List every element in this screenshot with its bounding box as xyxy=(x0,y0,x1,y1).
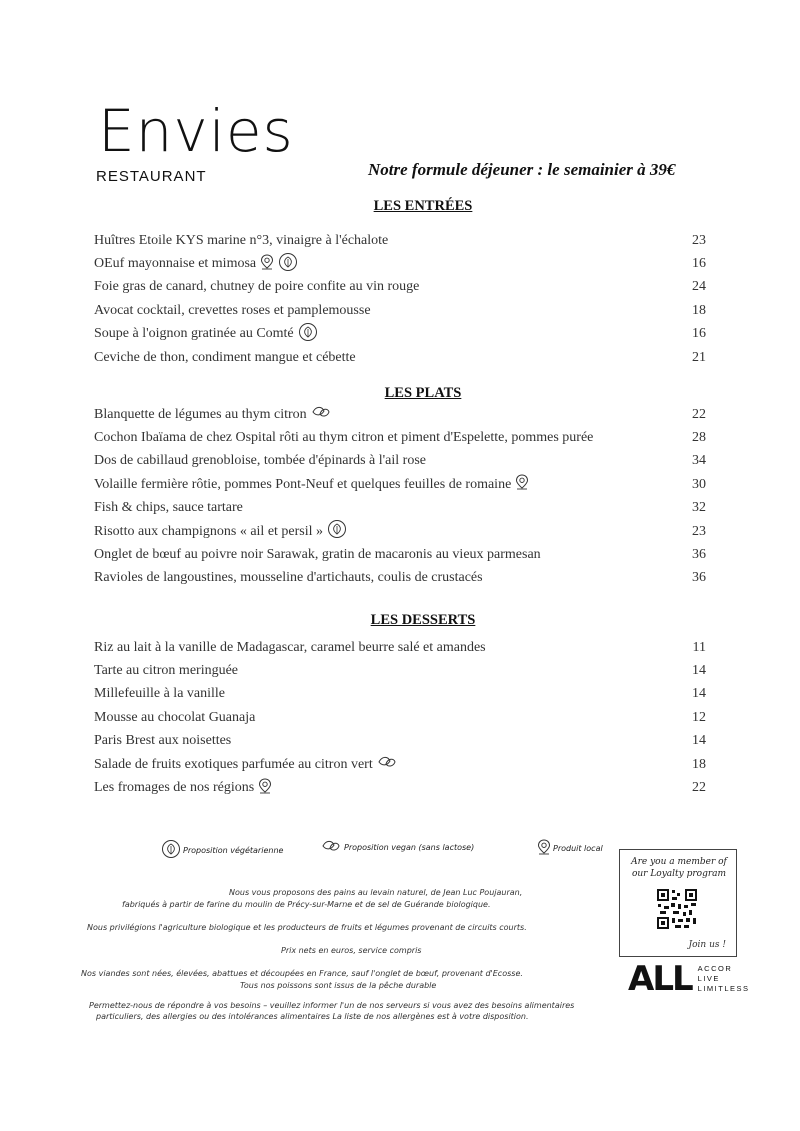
local-pin-icon xyxy=(537,839,551,857)
menu-item-name xyxy=(94,710,255,726)
menu-item-label: Risotto aux champignons « ail et persil » xyxy=(94,523,324,539)
menu-item-name xyxy=(94,430,593,446)
accor-logo xyxy=(628,959,750,999)
vegetarian-icon xyxy=(278,252,298,277)
legend-local-label: Produit local xyxy=(553,843,603,853)
menu-item-label: Salade de fruits exotiques parfumée au citron vert xyxy=(94,756,373,772)
menu-item-price: 22 xyxy=(692,406,706,422)
menu-item xyxy=(94,520,706,543)
menu-item xyxy=(94,252,706,275)
note-allergy-1: Permettez-nous de répondre à vos besoins – veuillez informer l'un de nos serveurs si vous avez des besoins alimentaires xyxy=(89,1001,575,1010)
menu-item-price: 14 xyxy=(692,686,706,702)
menu-item-price: 18 xyxy=(692,302,706,318)
menu-item-price: 24 xyxy=(692,279,706,295)
plats-list xyxy=(94,403,706,590)
menu-item xyxy=(94,659,706,682)
menu-item-label: Mousse au chocolat Guanaja xyxy=(94,709,256,725)
legend-local xyxy=(537,839,603,857)
menu-item-label: Volaille fermière rôtie, pommes Pont-Neuf et quelques feuilles de romaine xyxy=(94,476,512,492)
menu-item xyxy=(94,426,706,449)
menu-item-price: 14 xyxy=(692,733,706,749)
loyalty-line-1: Are you a member of xyxy=(631,857,727,867)
menu-item-name xyxy=(94,322,318,347)
menu-item-name xyxy=(94,519,347,544)
menu-item-name xyxy=(94,350,356,366)
local-pin-icon xyxy=(258,778,272,799)
menu-item-price: 18 xyxy=(692,756,706,772)
vegan-leaf-icon xyxy=(311,405,331,424)
loyalty-box xyxy=(619,849,737,957)
menu-item-price: 36 xyxy=(692,547,706,563)
legend-vegan xyxy=(321,839,474,855)
menu-item-name xyxy=(94,778,272,799)
menu-item-price: 14 xyxy=(692,663,706,679)
local-pin-icon xyxy=(260,254,274,275)
loyalty-heading xyxy=(626,856,732,880)
entrees-list xyxy=(94,229,706,369)
note-meat: Nos viandes sont nées, élevées, abattues et découpées en France, sauf l'onglet de bœuf, provenant d'Ecosse. xyxy=(81,969,523,978)
menu-item-name xyxy=(94,303,371,319)
menu-item-name xyxy=(94,640,486,656)
menu-item-label: Ravioles de langoustines, mousseline d'artichauts, coulis de crustacés xyxy=(94,570,483,586)
menu-item-price: 16 xyxy=(692,326,706,342)
restaurant-logo xyxy=(98,97,294,165)
menu-item-name xyxy=(94,570,483,586)
section-title-entrees: LES ENTRÉES xyxy=(373,198,473,214)
menu-item-name xyxy=(94,233,388,249)
menu-item-label: Riz au lait à la vanille de Madagascar, caramel beurre salé et amandes xyxy=(94,639,486,655)
vegetarian-icon xyxy=(298,322,318,347)
menu-item-label: Paris Brest aux noisettes xyxy=(94,733,232,749)
menu-item xyxy=(94,299,706,322)
menu-item-price: 28 xyxy=(692,430,706,446)
menu-item xyxy=(94,730,706,753)
accor-line-1: ACCOR xyxy=(697,964,733,973)
vegan-leaf-icon xyxy=(377,755,397,774)
menu-item-price: 23 xyxy=(692,232,706,248)
menu-item-name xyxy=(94,663,238,679)
loyalty-join: Join us ! xyxy=(688,940,726,950)
menu-item xyxy=(94,636,706,659)
menu-item-label: Fish & chips, sauce tartare xyxy=(94,500,243,516)
note-prices: Prix nets en euros, service compris xyxy=(281,946,422,955)
menu-item-label: Foie gras de canard, chutney de poire confite au vin rouge xyxy=(94,279,420,295)
menu-item-price: 36 xyxy=(692,570,706,586)
menu-item-label: Cochon Ibaïama de chez Ospital rôti au thym citron et piment d'Espelette, pommes purée xyxy=(94,430,594,446)
logo-subtitle: RESTAURANT xyxy=(96,168,207,185)
vegetarian-icon xyxy=(161,839,181,861)
menu-item-price: 22 xyxy=(692,780,706,796)
note-agriculture: Nous privilégions l'agriculture biologique et les producteurs de fruits et légumes provenant de circuits courts. xyxy=(87,923,527,932)
menu-item xyxy=(94,543,706,566)
accor-line-2: LIVE xyxy=(697,974,720,983)
qr-code-icon[interactable] xyxy=(656,888,698,930)
menu-item xyxy=(94,346,706,369)
vegan-leaf-icon xyxy=(321,839,341,855)
note-bread-1: Nous vous proposons des pains au levain naturel, de Jean Luc Poujauran, xyxy=(229,888,523,897)
loyalty-line-2: our Loyalty program xyxy=(631,869,727,879)
menu-item-name xyxy=(94,686,225,702)
desserts-list xyxy=(94,636,706,800)
menu-item-label: OEuf mayonnaise et mimosa xyxy=(94,256,257,272)
menu-item-price: 21 xyxy=(692,349,706,365)
lunch-formula: Notre formule déjeuner : le semainier à 39€ xyxy=(368,160,676,179)
menu-item-name xyxy=(94,547,541,563)
note-bread-2: fabriqués à partir de farine du moulin de Précy-sur-Marne et de sel de Guérande biologique. xyxy=(122,900,491,909)
menu-item xyxy=(94,567,706,590)
menu-item xyxy=(94,323,706,346)
menu-item xyxy=(94,497,706,520)
menu-item xyxy=(94,229,706,252)
menu-item-price: 11 xyxy=(692,639,706,655)
note-allergy-2: particuliers, des allergies ou des intolérances alimentaires La liste de nos allergènes est à votre disposition. xyxy=(96,1012,529,1021)
menu-item xyxy=(94,753,706,776)
menu-item xyxy=(94,776,706,799)
menu-item-price: 32 xyxy=(692,500,706,516)
menu-item-price: 12 xyxy=(692,709,706,725)
menu-item xyxy=(94,450,706,473)
accor-tagline xyxy=(698,964,750,994)
menu-item-label: Huîtres Etoile KYS marine n°3, vinaigre à l'échalote xyxy=(94,232,389,248)
menu-item xyxy=(94,706,706,729)
menu-item-label: Avocat cocktail, crevettes roses et pamplemousse xyxy=(94,302,371,318)
legend-vegetarian-label: Proposition végétarienne xyxy=(183,845,284,855)
menu-item-label: Millefeuille à la vanille xyxy=(94,686,226,702)
menu-item xyxy=(94,403,706,426)
menu-item-name xyxy=(94,500,243,516)
menu-item-name xyxy=(94,453,426,469)
menu-item-name xyxy=(94,733,231,749)
menu-item-name xyxy=(94,279,419,295)
legend-vegetarian xyxy=(161,839,283,861)
menu-item-name xyxy=(94,474,529,495)
menu-item-name xyxy=(94,405,331,424)
menu-item-price: 34 xyxy=(692,453,706,469)
section-title-desserts: LES DESSERTS xyxy=(370,612,476,628)
vegetarian-icon xyxy=(327,519,347,544)
menu-item-label: Dos de cabillaud grenobloise, tombée d'épinards à l'ail rose xyxy=(94,453,427,469)
menu-item-price: 23 xyxy=(692,523,706,539)
menu-item-price: 30 xyxy=(692,476,706,492)
local-pin-icon xyxy=(515,474,529,495)
menu-item xyxy=(94,683,706,706)
legend-vegan-label: Proposition vegan (sans lactose) xyxy=(344,842,475,852)
menu-item-label: Tarte au citron meringuée xyxy=(94,663,239,679)
menu-item-label: Blanquette de légumes au thym citron xyxy=(94,406,307,422)
menu-item-name xyxy=(94,755,397,774)
menu-item-label: Ceviche de thon, condiment mangue et cébette xyxy=(94,349,356,365)
menu-item xyxy=(94,276,706,299)
menu-item-name xyxy=(94,252,298,277)
menu-item-label: Soupe à l'oignon gratinée au Comté xyxy=(94,326,294,342)
accor-line-3: LIMITLESS xyxy=(697,984,750,993)
menu-item-label: Les fromages de nos régions xyxy=(94,780,255,796)
menu-item xyxy=(94,473,706,496)
accor-all-mark: ALL xyxy=(628,959,692,999)
menu-item-price: 16 xyxy=(692,256,706,272)
note-fish: Tous nos poissons sont issus de la pêche durable xyxy=(240,981,437,990)
section-title-plats: LES PLATS xyxy=(384,385,462,401)
logo-word: Envies xyxy=(98,97,294,165)
menu-item-label: Onglet de bœuf au poivre noir Sarawak, gratin de macaronis au vieux parmesan xyxy=(94,547,541,563)
